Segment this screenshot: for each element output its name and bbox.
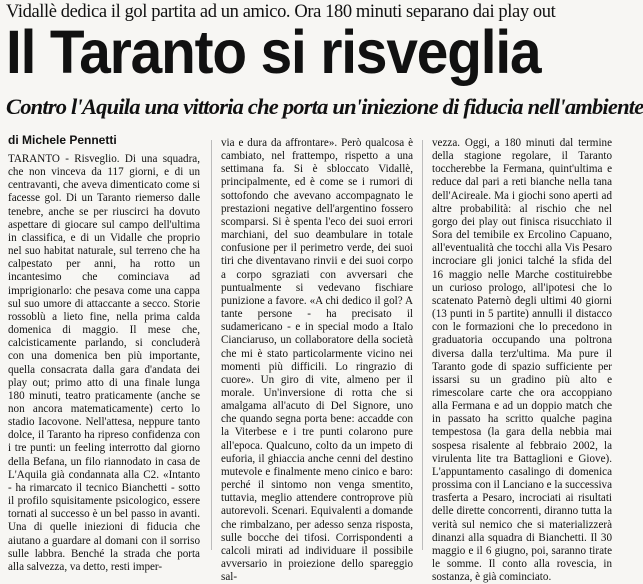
article-kicker: Vidallè dedica il gol partita ad un amico. Ora 180 minuti separano dai play out [6,2,556,22]
article-subtitle: Contro l'Aquila una vittoria che porta un'iniezione di fiducia nell'ambiente [6,94,643,119]
article-column-2 [221,137,413,584]
column-rule-2 [422,140,423,550]
article-headline: Il Taranto si risveglia [6,18,541,86]
article-column-1 [8,153,200,573]
column-2-text: via e dura da affrontare». Però qualcosa è cambiato, nel frattempo, rispetto a una settimana fa. Si è sbloccato Vidallè, principalmente, ed è come se i rumori di sottofondo che avevano accompagnato le prestazioni negative dell'argentino fossero scomparsi. Si è spenta l'eco dei suoi errori marchiani, del suo deambulare in totale confusione per il perimetro verde, dei suoi tiri che diventavano rinvii e dei suoi corpo a corpo sgraziati con avversari che puntualmente si vedevano fischiare punizione a favore. «A chi dedico il gol? A tante persone - ha precisato il sudamericano - e in special modo a Italo Cianciaruso, un collaboratore della società che mi è stato particolarmente vicino nei momenti più difficili. Lo ringrazio di cuore». Un giro di vite, almeno per il morale. Un'inversione di rotta che si amalgama all'acuto di Del Signore, uno che quando segna porta bene: accadde con la Viterbese e i tre punti colarono pure all'epoca. Qualcuno, colto da un impeto di euforia, il ghiaccia anche cenni del destino mutevole e finalmente meno cinico e baro: perché il sintomo non venga smentito, tuttavia, meglio attendere controprove più autorevoli. Scenari. Equivalenti a domande che rimbalzano, per adesso senza risposta, sulle bocche dei tifosi. Corrispondenti a calcoli mirati ad individuare il possibile avversario in proiezione dello spareggio sal- [221,137,413,584]
article-byline: di Michele Pennetti [8,133,117,147]
article-column-3 [432,137,612,584]
column-1-text: TARANTO - Risveglio. Di una squadra, che non vinceva da 117 giorni, e di un centravanti, che aveva dimenticato come si facesse gol. Di un Taranto riemerso dalle tenebre, anche se per riuscirci ha dovuto aspettare di giocare sul campo dell'ultima in classifica, e di un Vidalle che proprio nel suo habitat naturale, sul terreno che ha calpestato per anni, ha rotto un incantesimo che cominciava ad imprigionarlo: che pesava come una cappa sul suo umore di attaccante a secco. Storie rossoblù a lieto fine, nella prima calda domenica di maggio. Il mese che, calcisticamente parlando, si concluderà con una domenica ben più importante, quella consacrata dalla gara d'andata dei play out; primo atto di una finale lunga 180 minuti, teatro praticamente (anche se non ancora matematicamente) certo lo stadio Iacovone. Nell'attesa, neppure tanto dolce, il Taranto ha ripreso confidenza con i tre punti: un feeling interrotto dal giorno della Befana, un filo riannodato in casa de L'Aquila già condannata alla C2. «Intanto - ha rimarcato il tecnico Bianchetti - sotto il profilo squisitamente psicologico, essere tornati al successo è un bel passo in avanti. Una di quelle iniezioni di fiducia che aiutano a guardare al domani con il sorriso sulle labbra. Benché la strada che porta alla salvezza, va detto, resti imper- [8,153,200,573]
column-3-text: vezza. Oggi, a 180 minuti dal termine della stagione regolare, il Taranto toccherebbe la Fermana, quint'ultima e reduce dal pari a reti bianche nella tana dell'Acireale. Ma i giochi sono aperti ad altre probabilità: al rischio che nel gorgo dei play out finisca risucchiato il Sora del temibile ex Ercolino Capuano, all'eventualità che tocchi alla Vis Pesaro incrociare gli jonici talché la sfida del 16 maggio nelle Marche costituirebbe un curioso prologo, all'ipotesi che lo scatenato Paternò degli ultimi 40 giorni (13 punti in 5 partite) annulli il distacco con le formazioni che lo precedono in graduatoria occupando una poltrona diversa dalla terz'ultima. Ma pure il Taranto gode di spazio sufficiente per issarsi su un gradino più alto e rimescolare carte che ora accoppiano alla Fermana e ad un doppio match che in passato ha scritto qualche pagina tempestosa (la gara della nebbia mai sospesa risalente al febbraio 2002, la virulenta lite tra Battaglioni e Giove). L'appuntamento casalingo di domenica prossima con il Lanciano e la successiva trasferta a Pesaro, incrociati ai risultati delle dirette concorrenti, diranno tutta la verità sul nemico che si materializzerà dinanzi alla squadra di Bianchetti. Il 30 maggio e il 6 giugno, poi, saranno tirate le somme. Il conto alla rovescia, in sostanza, è già cominciato. [432,137,612,584]
column-rule-1 [211,140,212,550]
